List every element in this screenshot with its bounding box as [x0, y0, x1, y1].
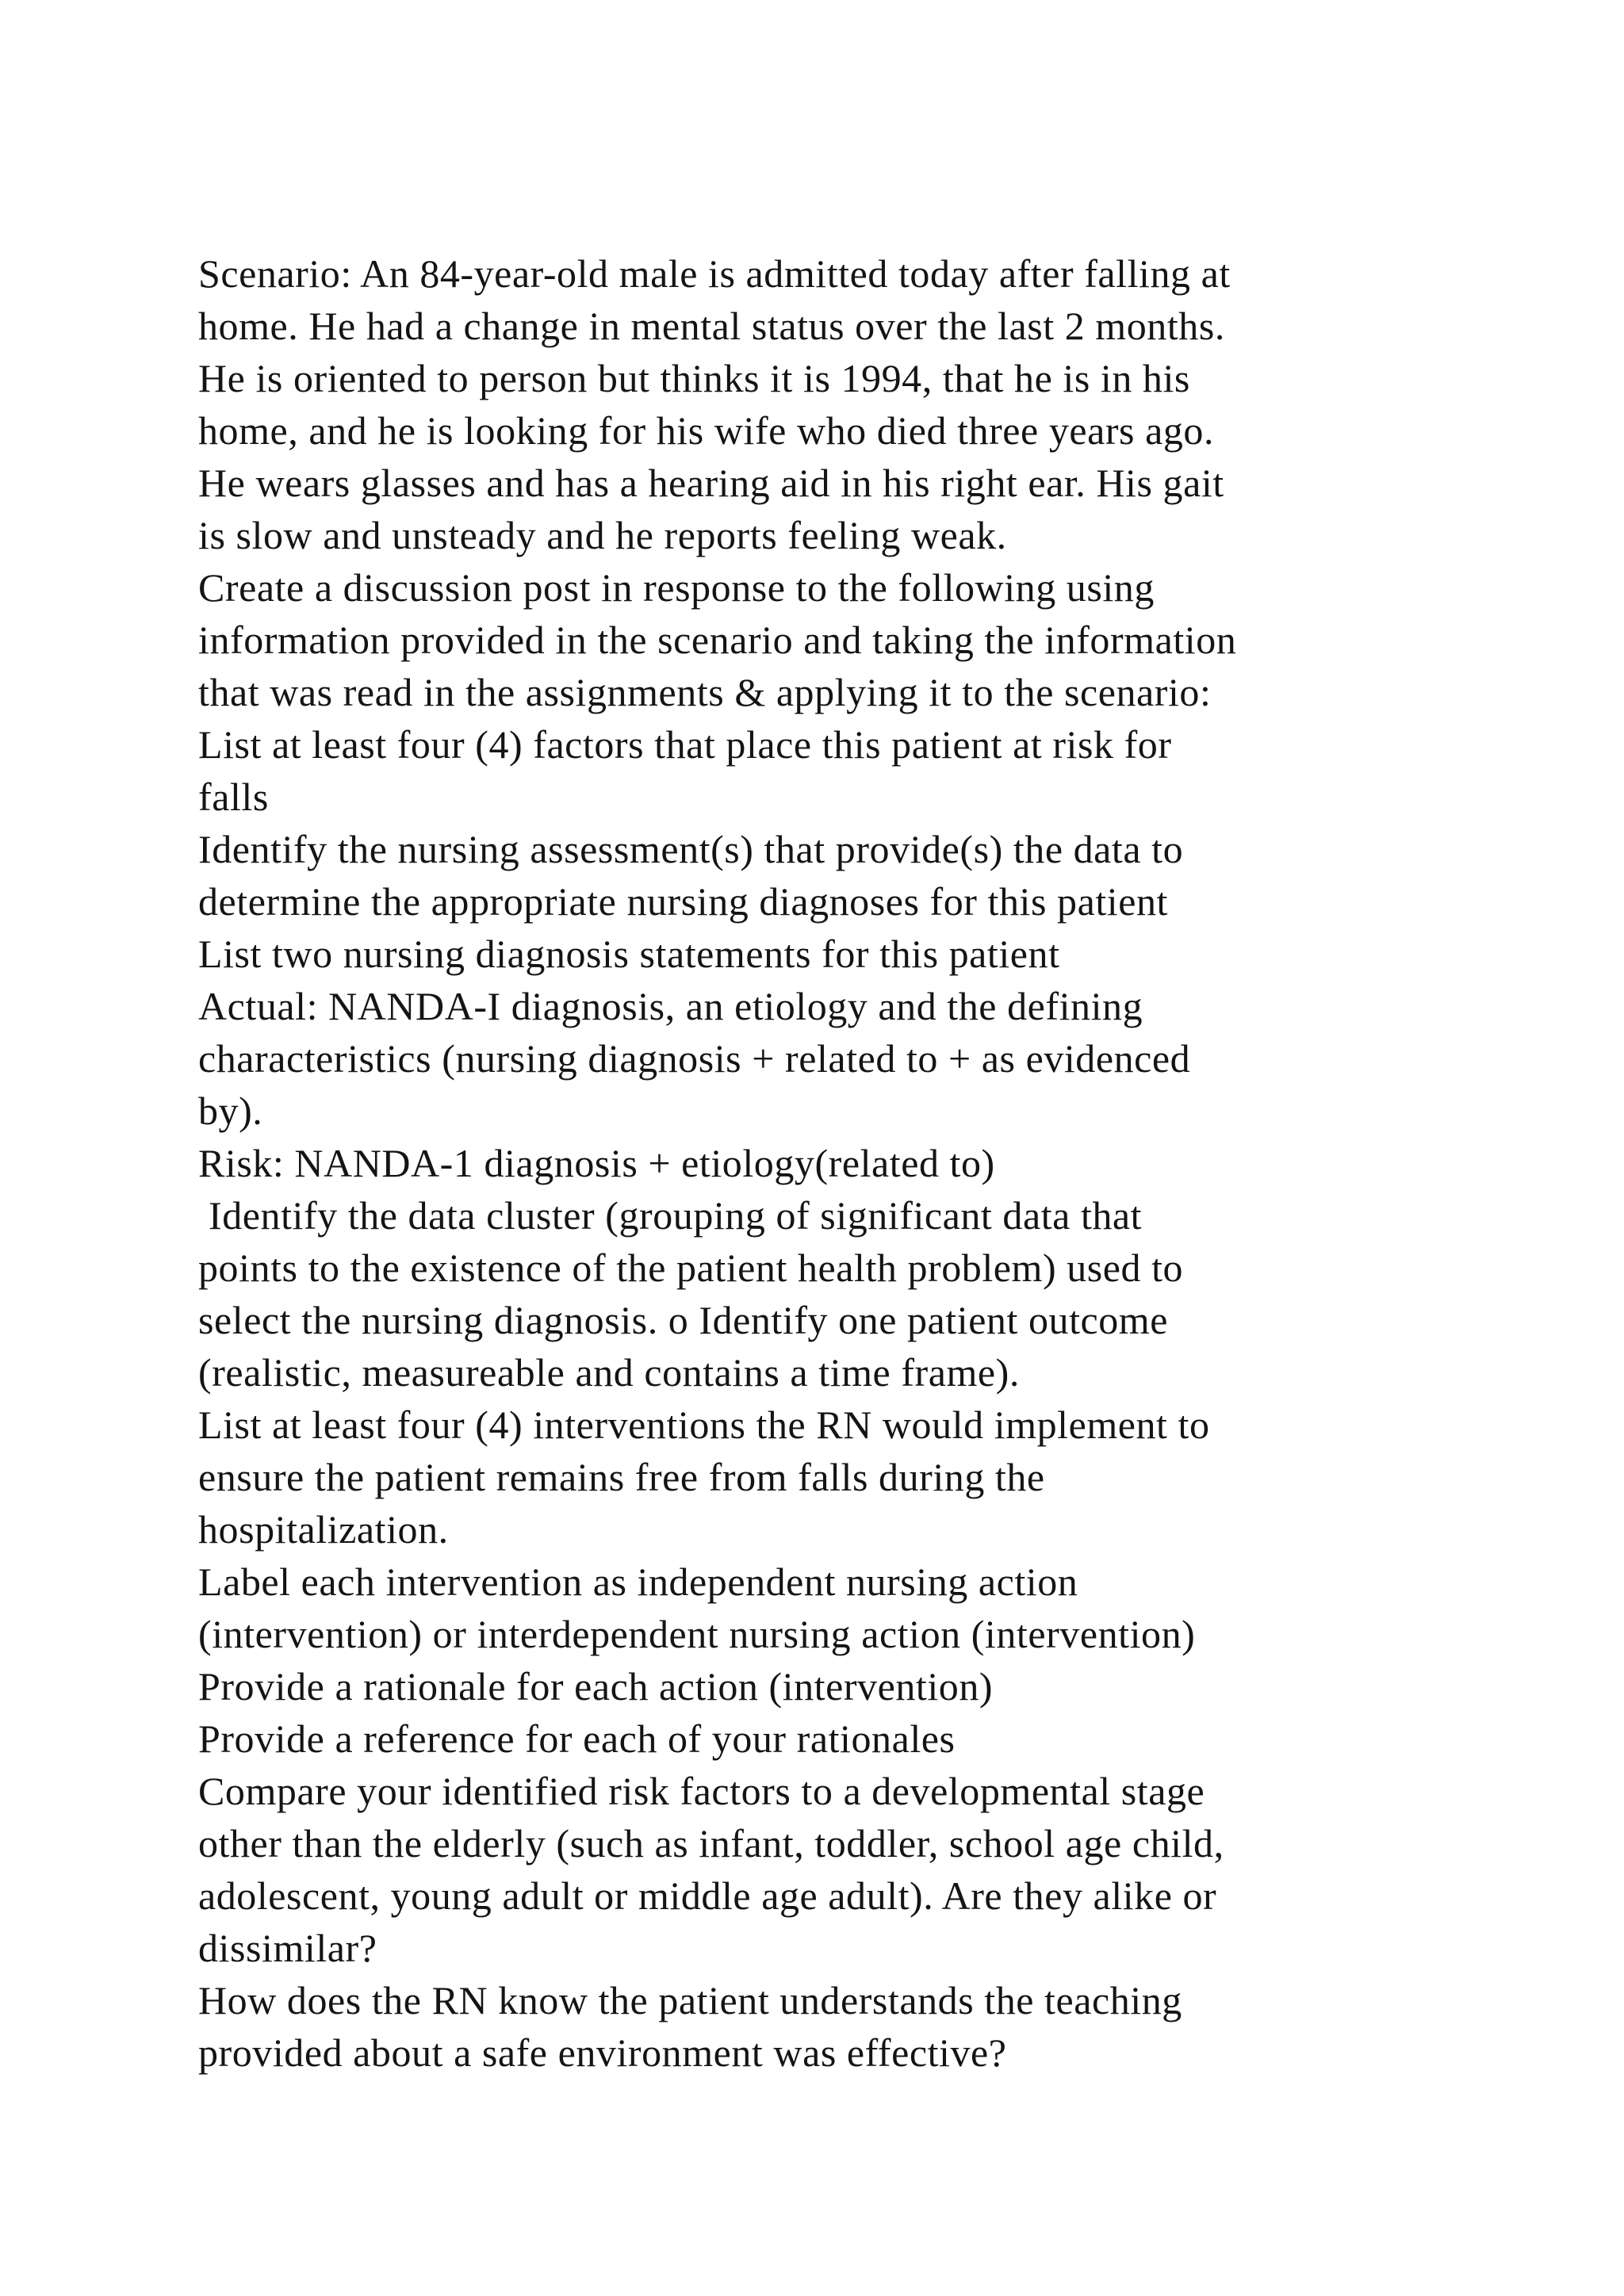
document-body	[198, 247, 1507, 2079]
text-line: is slow and unsteady and he reports feeling weak.	[198, 513, 1007, 557]
text-line: adolescent, young adult or middle age adult). Are they alike or	[198, 1873, 1217, 1918]
text-line: falls	[198, 775, 269, 819]
text-line: Provide a rationale for each action (intervention)	[198, 1664, 994, 1709]
text-line: Identify the data cluster (grouping of significant data that	[198, 1193, 1143, 1238]
text-line: points to the existence of the patient health problem) used to	[198, 1246, 1184, 1290]
text-line: How does the RN know the patient understands the teaching	[198, 1978, 1182, 2022]
text-line: other than the elderly (such as infant, toddler, school age child,	[198, 1821, 1224, 1866]
text-line: Provide a reference for each of your rationales	[198, 1716, 956, 1761]
text-line: hospitalization.	[198, 1507, 449, 1552]
text-line: Identify the nursing assessment(s) that provide(s) the data to	[198, 827, 1184, 871]
text-line: Risk: NANDA-1 diagnosis + etiology(related to)	[198, 1141, 995, 1185]
text-line: information provided in the scenario and taking the information	[198, 618, 1237, 662]
text-line: provided about a safe environment was effective?	[198, 2030, 1007, 2075]
text-line: dissimilar?	[198, 1926, 377, 1970]
text-line: He wears glasses and has a hearing aid in his right ear. His gait	[198, 461, 1224, 505]
text-line: He is oriented to person but thinks it is 1994, that he is in his	[198, 356, 1190, 400]
text-line: characteristics (nursing diagnosis + related to + as evidenced	[198, 1036, 1191, 1081]
text-line: home. He had a change in mental status over the last 2 months.	[198, 304, 1225, 348]
text-line: List at least four (4) interventions the RN would implement to	[198, 1402, 1210, 1447]
text-line: Create a discussion post in response to the following using	[198, 565, 1155, 610]
text-line: home, and he is looking for his wife who died three years ago.	[198, 408, 1214, 453]
text-line: select the nursing diagnosis. o Identify one patient outcome	[198, 1298, 1168, 1342]
text-line: Scenario: An 84-year-old male is admitted today after falling at	[198, 251, 1231, 296]
text-line: (intervention) or interdependent nursing action (intervention)	[198, 1612, 1196, 1656]
text-line: by).	[198, 1089, 263, 1133]
text-line: Compare your identified risk factors to a developmental stage	[198, 1769, 1205, 1813]
text-line: (realistic, measureable and contains a time frame).	[198, 1350, 1020, 1395]
text-line: ensure the patient remains free from falls during the	[198, 1455, 1045, 1499]
text-line: Actual: NANDA-I diagnosis, an etiology and the defining	[198, 984, 1143, 1028]
text-line: List two nursing diagnosis statements for this patient	[198, 932, 1060, 976]
text-line: List at least four (4) factors that place this patient at risk for	[198, 722, 1172, 767]
text-line: that was read in the assignments & applying it to the scenario:	[198, 670, 1212, 714]
text-line: Label each intervention as independent nursing action	[198, 1559, 1078, 1604]
text-line: determine the appropriate nursing diagnoses for this patient	[198, 879, 1168, 924]
